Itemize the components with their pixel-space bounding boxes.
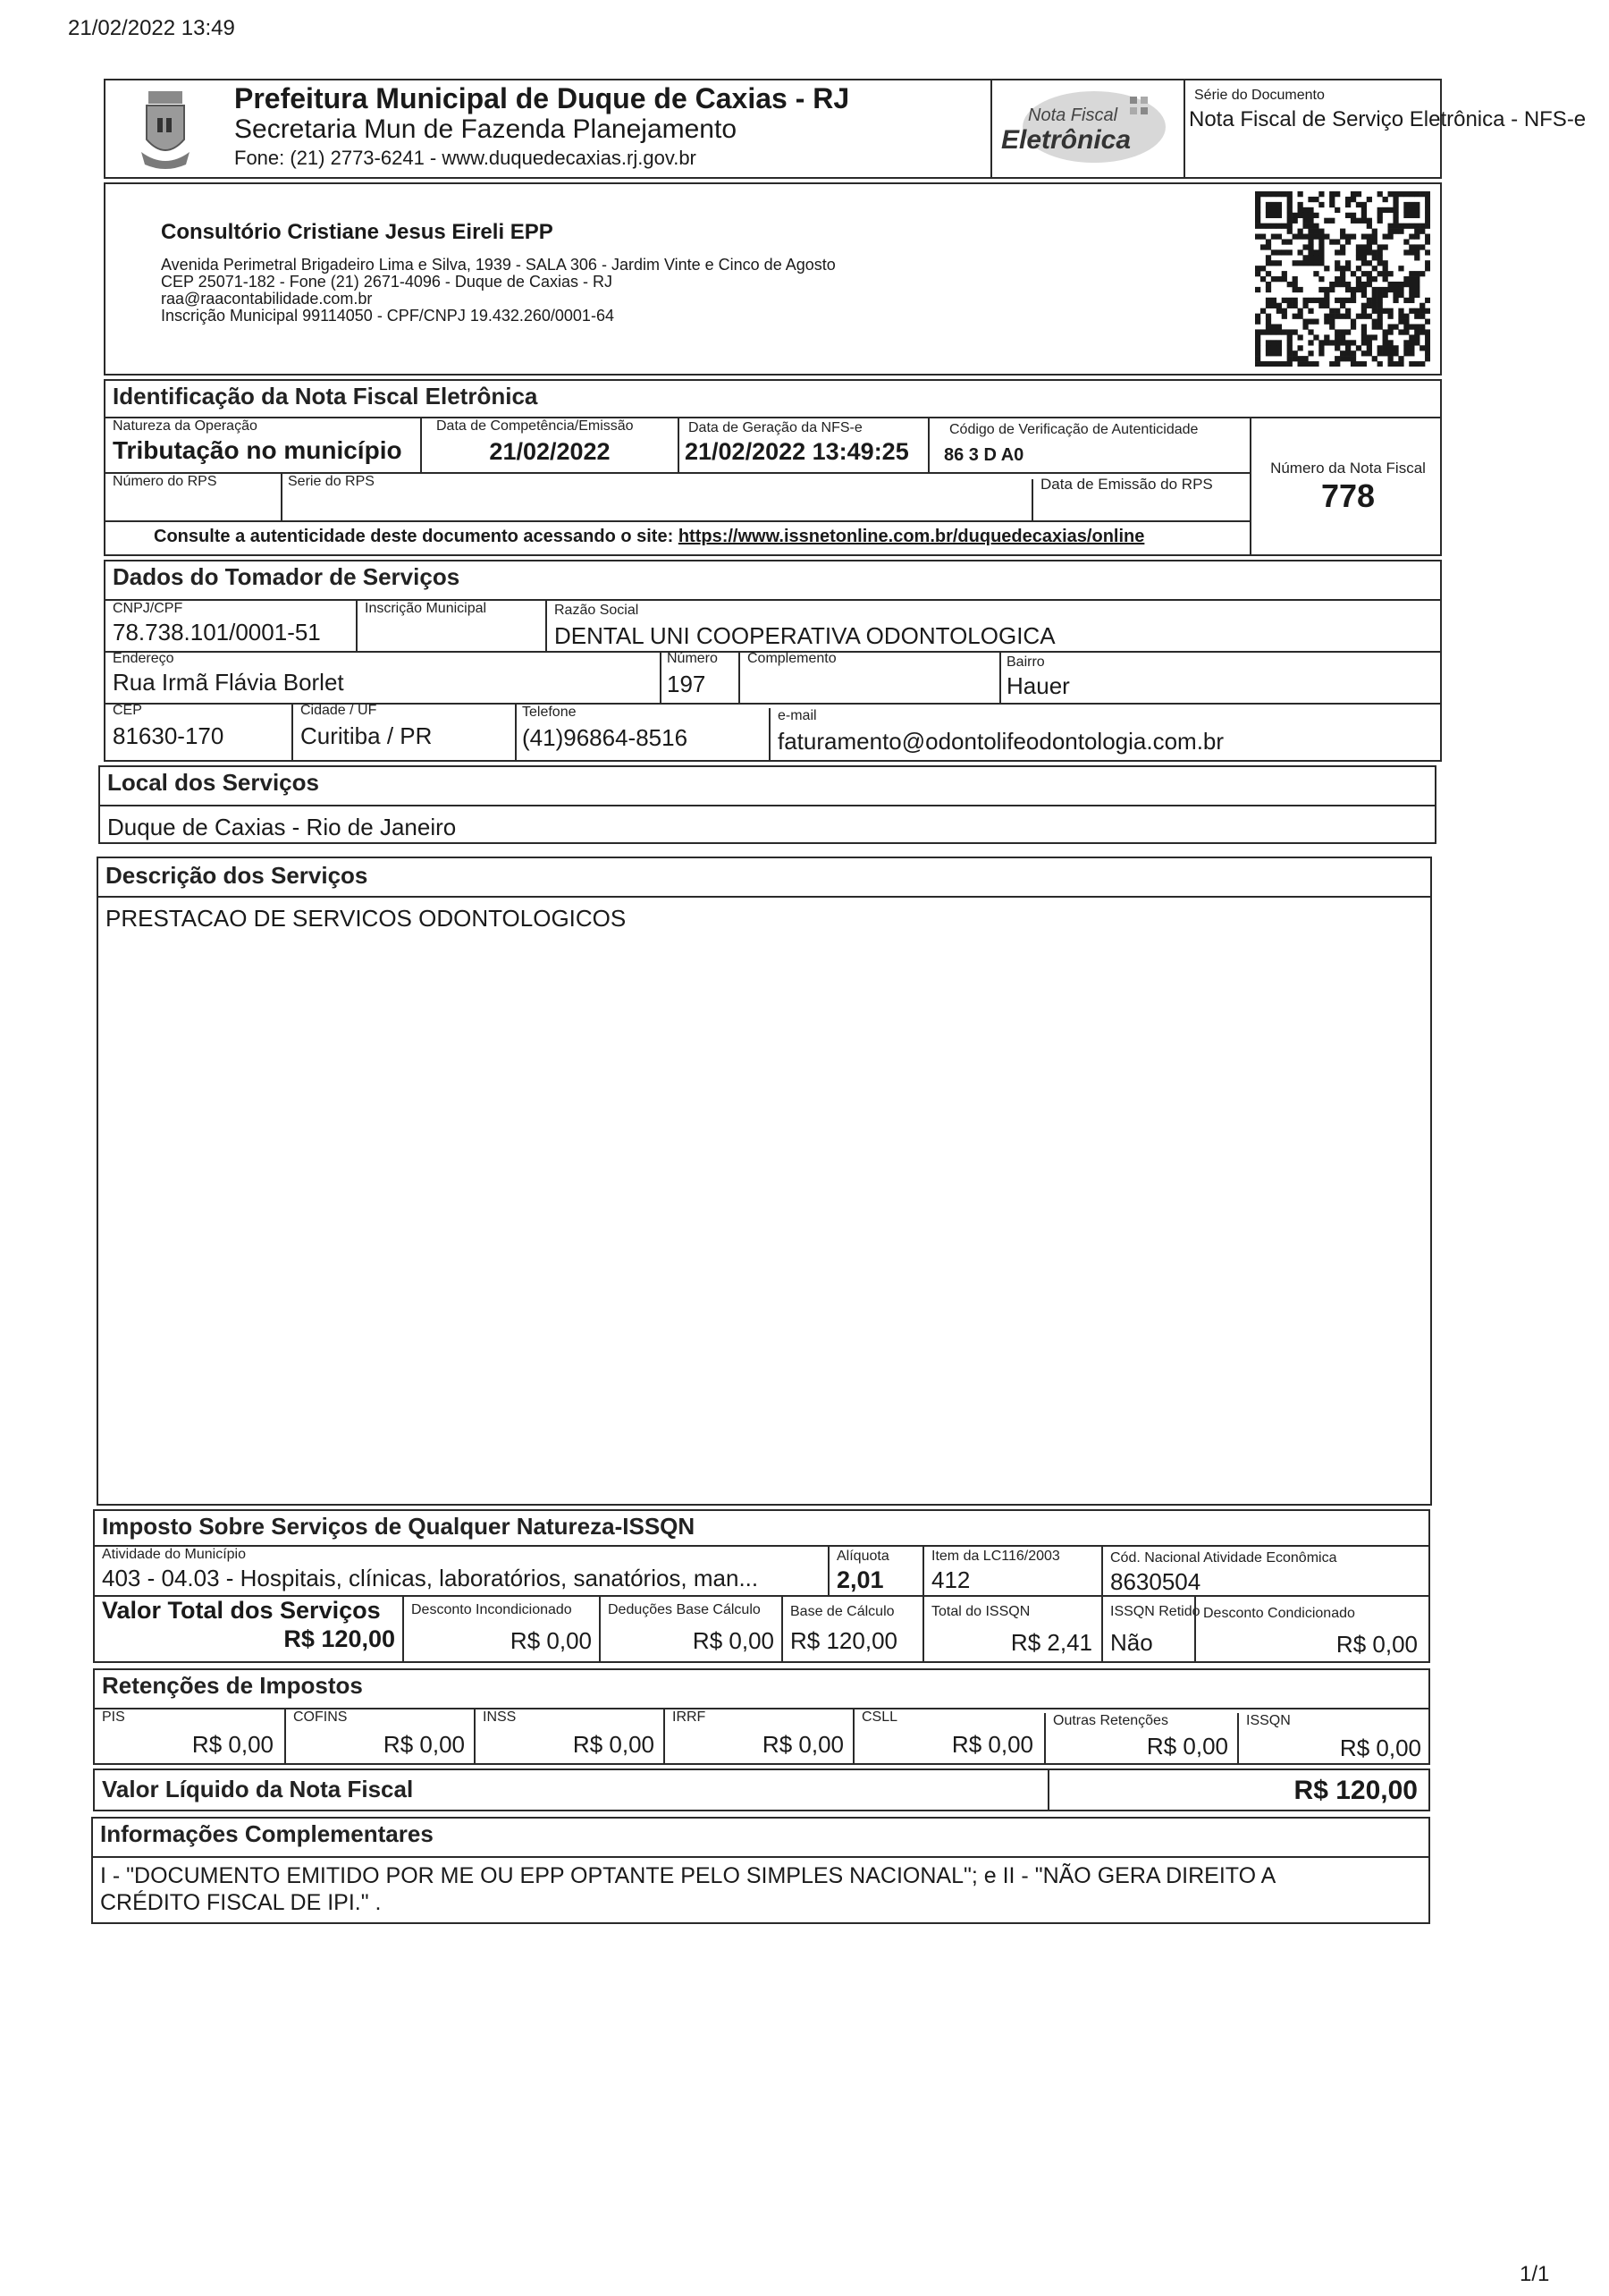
cep-value: 81630-170 (113, 722, 224, 749)
retencao-csll (853, 1709, 1044, 1763)
retencao-label: PIS (102, 1709, 125, 1725)
numero-nota-label: Número da Nota Fiscal (1270, 460, 1426, 477)
retencao-outras (1044, 1713, 1237, 1763)
divider (105, 599, 1440, 601)
divider (105, 417, 1440, 418)
total-issqn-label: Total do ISSQN (931, 1604, 1031, 1619)
retencoes-box (93, 1668, 1430, 1765)
retencao-issqn (1237, 1713, 1428, 1763)
identificacao-box (104, 379, 1442, 556)
atividade-value: 403 - 04.03 - Hospitais, clínicas, laboratórios, sanatórios, man... (102, 1565, 759, 1591)
numero-nota-value: 778 (1320, 477, 1376, 514)
bairro-label: Bairro (1007, 654, 1045, 670)
prestador-ids: Inscrição Municipal 99114050 - CPF/CNPJ 19.432.260/0001-64 (161, 307, 614, 325)
cnpj-value: 78.738.101/0001-51 (113, 619, 321, 646)
informacoes-box (91, 1817, 1430, 1924)
item-lc-value: 412 (931, 1566, 971, 1593)
valor-liquido-label: Valor Líquido da Nota Fiscal (102, 1776, 414, 1802)
retencao-value: R$ 0,00 (191, 1731, 274, 1758)
serie-label: Série do Documento (1194, 88, 1325, 103)
deducoes-value: R$ 0,00 (692, 1627, 774, 1654)
base-calculo-value: R$ 120,00 (790, 1627, 897, 1654)
retencoes-title: Retenções de Impostos (102, 1672, 363, 1699)
retencao-value: R$ 0,00 (572, 1731, 654, 1758)
issqn-box (93, 1509, 1430, 1663)
valor-total-label: Valor Total dos Serviços (102, 1597, 381, 1624)
cep-label: CEP (113, 703, 142, 718)
bairro-value: Hauer (1007, 672, 1070, 699)
prestador-address: Avenida Perimetral Brigadeiro Lima e Silva, 1939 - SALA 306 - Jardim Vinte e Cinco de Agosto (161, 256, 836, 274)
divider (402, 1595, 404, 1661)
divider (105, 472, 1250, 474)
razao-label: Razão Social (554, 603, 639, 618)
retencao-value: R$ 0,00 (383, 1731, 465, 1758)
print-timestamp: 21/02/2022 13:49 (68, 16, 235, 40)
cidade-label: Cidade / UF (300, 703, 377, 718)
local-title: Local dos Serviços (107, 769, 319, 796)
numero-value: 197 (667, 671, 706, 697)
divider (999, 651, 1001, 703)
desconto-condicionado-value: R$ 0,00 (1335, 1631, 1418, 1658)
cnpj-label: CNPJ/CPF (113, 601, 183, 616)
retencao-label: INSS (483, 1709, 517, 1725)
divider (100, 805, 1435, 806)
tomador-title: Dados do Tomador de Serviços (113, 563, 460, 590)
descricao-title: Descrição dos Serviços (105, 862, 368, 889)
divider (515, 703, 517, 760)
prestador-box (104, 182, 1442, 376)
desconto-incondicionado-value: R$ 0,00 (510, 1627, 592, 1654)
divider (781, 1595, 783, 1661)
complemento-label: Complemento (747, 651, 837, 666)
municipality-title: Prefeitura Municipal de Duque de Caxias - RJ (234, 82, 850, 114)
issqn-retido-label: ISSQN Retido (1110, 1604, 1200, 1619)
numero-label: Número (667, 651, 718, 666)
coat-of-arms-icon (139, 88, 191, 172)
header-divider (990, 80, 992, 177)
im-label: Inscrição Municipal (365, 601, 487, 616)
retencao-value: R$ 0,00 (951, 1731, 1033, 1758)
retencao-irrf (663, 1709, 853, 1763)
retencao-inss (474, 1709, 663, 1763)
divider (599, 1595, 601, 1661)
page-number: 1/1 (1520, 2262, 1550, 2286)
natureza-label: Natureza da Operação (113, 418, 257, 434)
valor-liquido-value: R$ 120,00 (1293, 1776, 1418, 1805)
divider (1101, 1545, 1103, 1595)
divider (1048, 1770, 1049, 1810)
divider (1101, 1595, 1103, 1661)
prestador-cep: CEP 25071-182 - Fone (21) 2671-4096 - Duque de Caxias - RJ (161, 273, 612, 291)
divider (922, 1545, 924, 1595)
deducoes-label: Deduções Base Cálculo (608, 1602, 761, 1617)
razao-value: DENTAL UNI COOPERATIVA ODONTOLOGICA (554, 622, 1056, 649)
email-label: e-mail (778, 708, 817, 723)
endereco-label: Endereço (113, 651, 174, 666)
divider (660, 651, 661, 703)
divider (769, 708, 771, 760)
codigo-value: 86 3 D A0 (944, 445, 1024, 465)
issqn-retido-value: Não (1110, 1629, 1153, 1656)
divider (1194, 1595, 1196, 1661)
nfe-logo-line1: Nota Fiscal (1028, 106, 1118, 125)
local-value: Duque de Caxias - Rio de Janeiro (107, 814, 457, 840)
numero-rps-label: Número do RPS (113, 474, 217, 489)
telefone-value: (41)96864-8516 (522, 724, 688, 751)
prestador-name: Consultório Cristiane Jesus Eireli EPP (161, 220, 553, 244)
natureza-value: Tributação no município (113, 436, 402, 464)
divider (95, 1545, 1428, 1547)
issqn-title: Imposto Sobre Serviços de Qualquer Natureza-ISSQN (102, 1513, 695, 1540)
divider (738, 651, 740, 703)
divider (281, 472, 282, 520)
divider (356, 599, 358, 651)
divider (828, 1545, 830, 1595)
retencao-value: R$ 0,00 (762, 1731, 844, 1758)
divider (1032, 479, 1033, 520)
divider (928, 417, 930, 472)
desconto-condicionado-label: Desconto Condicionado (1203, 1606, 1355, 1621)
retencao-label: ISSQN (1246, 1713, 1291, 1728)
nfe-logo (996, 86, 1175, 172)
divider (678, 417, 679, 472)
divider (1250, 417, 1251, 556)
serie-rps-label: Serie do RPS (288, 474, 375, 489)
retencao-label: CSLL (862, 1709, 898, 1725)
cnae-value: 8630504 (1110, 1568, 1201, 1595)
base-calculo-label: Base de Cálculo (790, 1604, 895, 1619)
identificacao-title: Identificação da Nota Fiscal Eletrônica (113, 383, 538, 409)
divider (291, 703, 293, 760)
item-lc-label: Item da LC116/2003 (931, 1549, 1060, 1564)
email-value: faturamento@odontolifeodontologia.com.br (778, 728, 1225, 755)
divider (545, 599, 547, 651)
retencao-label: IRRF (672, 1709, 706, 1725)
local-box (98, 765, 1436, 844)
retencao-pis (95, 1709, 284, 1763)
consulte-text (154, 527, 1144, 547)
cnae-label: Cód. Nacional Atividade Econômica (1110, 1550, 1337, 1566)
nfe-logo-line2: Eletrônica (1001, 125, 1132, 155)
endereco-value: Rua Irmã Flávia Borlet (113, 669, 344, 696)
competencia-value: 21/02/2022 (489, 438, 611, 465)
descricao-value: PRESTACAO DE SERVICOS ODONTOLOGICOS (105, 905, 627, 932)
header-divider (1184, 80, 1185, 177)
serie-value: Nota Fiscal de Serviço Eletrônica - NFS-e (1189, 107, 1587, 131)
informacoes-line2: CRÉDITO FISCAL DE IPI." . (100, 1890, 382, 1915)
retencao-cofins (284, 1709, 474, 1763)
competencia-label: Data de Competência/Emissão (436, 418, 634, 434)
tomador-box (104, 560, 1442, 762)
divider (93, 1856, 1428, 1858)
retencao-value: R$ 0,00 (1339, 1735, 1421, 1761)
divider (105, 520, 1250, 522)
valor-liquido-box (93, 1768, 1430, 1811)
header-box (104, 79, 1587, 179)
retencao-value: R$ 0,00 (1146, 1733, 1228, 1760)
informacoes-line1: I - "DOCUMENTO EMITIDO POR ME OU EPP OPTANTE PELO SIMPLES NACIONAL"; e II - "NÃO GERA DIREITO A (100, 1863, 1276, 1888)
retencao-label: COFINS (293, 1709, 348, 1725)
geracao-label: Data de Geração da NFS-e (688, 420, 863, 435)
valor-total-value: R$ 120,00 (283, 1625, 395, 1652)
descricao-box (97, 857, 1432, 1506)
aliquota-value: 2,01 (837, 1566, 884, 1593)
retencao-label: Outras Retenções (1053, 1713, 1168, 1728)
consulte-label: Consulte a autenticidade deste documento acessando o site: (154, 527, 674, 546)
desconto-incondicionado-label: Desconto Incondicionado (411, 1602, 572, 1617)
codigo-label: Código de Verificação de Autenticidade (949, 422, 1199, 437)
informacoes-title: Informações Complementares (100, 1820, 434, 1847)
qr-code-icon (1255, 191, 1430, 367)
data-rps-label: Data de Emissão do RPS (1040, 476, 1213, 493)
contact-line: Fone: (21) 2773-6241 - www.duquedecaxias.rj.gov.br (234, 147, 696, 169)
prestador-email: raa@raacontabilidade.com.br (161, 290, 373, 308)
geracao-value: 21/02/2022 13:49:25 (685, 438, 909, 465)
divider (98, 896, 1430, 898)
atividade-label: Atividade do Município (102, 1547, 246, 1562)
consulte-link[interactable]: https://www.issnetonline.com.br/duquedecaxias/online (678, 527, 1145, 546)
telefone-label: Telefone (522, 705, 577, 720)
aliquota-label: Alíquota (837, 1549, 889, 1564)
secretariat-subtitle: Secretaria Mun de Fazenda Planejamento (234, 114, 737, 144)
cidade-value: Curitiba / PR (300, 722, 433, 749)
total-issqn-value: R$ 2,41 (1010, 1629, 1092, 1656)
divider (922, 1595, 924, 1661)
